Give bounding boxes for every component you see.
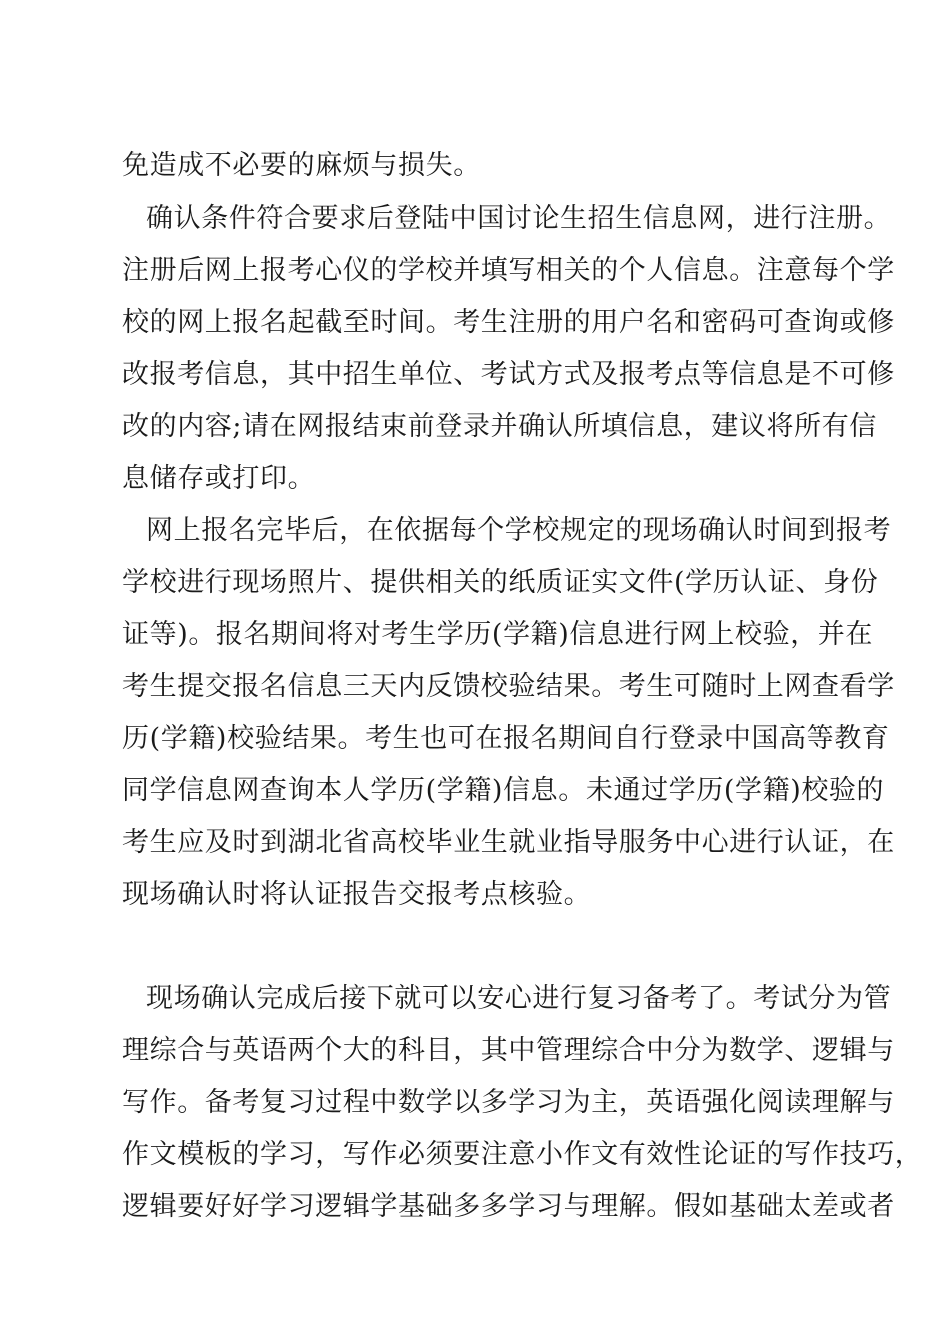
text-line: 证等)。报名期间将对考生学历(学籍)信息进行网上校验，并在 — [122, 619, 873, 650]
text-line: 理综合与英语两个大的科目，其中管理综合中分为数学、逻辑与 — [122, 1035, 895, 1066]
text-line: 学校进行现场照片、提供相关的纸质证实文件(学历认证、身份 — [122, 567, 879, 598]
text-line: 逻辑要好好学习逻辑学基础多多学习与理解。假如基础太差或者 — [122, 1191, 895, 1222]
text-line: 注册后网上报考心仪的学校并填写相关的个人信息。注意每个学 — [122, 255, 895, 286]
text-line: 确认条件符合要求后登陆中国讨论生招生信息网，进行注册。 — [146, 203, 892, 234]
text-line: 现场确认时将认证报告交报考点核验。 — [122, 879, 592, 910]
text-line: 同学信息网查询本人学历(学籍)信息。未通过学历(学籍)校验的 — [122, 775, 885, 806]
text-line: 校的网上报名起截至时间。考生注册的用户名和密码可查询或修 — [122, 307, 895, 338]
text-line: 免造成不必要的麻烦与损失。 — [122, 150, 481, 181]
text-line: 考生应及时到湖北省高校毕业生就业指导服务中心进行认证，在 — [122, 827, 895, 858]
text-line: 息储存或打印。 — [122, 463, 316, 494]
text-line: 写作。备考复习过程中数学以多学习为主，英语强化阅读理解与 — [122, 1087, 895, 1118]
text-line: 考生提交报名信息三天内反馈校验结果。考生可随时上网查看学 — [122, 671, 895, 702]
text-line: 改的内容;请在网报结束前登录并确认所填信息，建议将所有信 — [122, 411, 877, 442]
text-line: 网上报名完毕后，在依据每个学校规定的现场确认时间到报考 — [146, 515, 892, 546]
text-line: 作文模板的学习，写作必须要注意小作文有效性论证的写作技巧， — [122, 1139, 923, 1170]
text-line: 历(学籍)校验结果。考生也可在报名期间自行登录中国高等教育 — [122, 723, 890, 754]
text-line: 现场确认完成后接下就可以安心进行复习备考了。考试分为管 — [146, 983, 892, 1014]
text-line: 改报考信息，其中招生单位、考试方式及报考点等信息是不可修 — [122, 359, 895, 390]
